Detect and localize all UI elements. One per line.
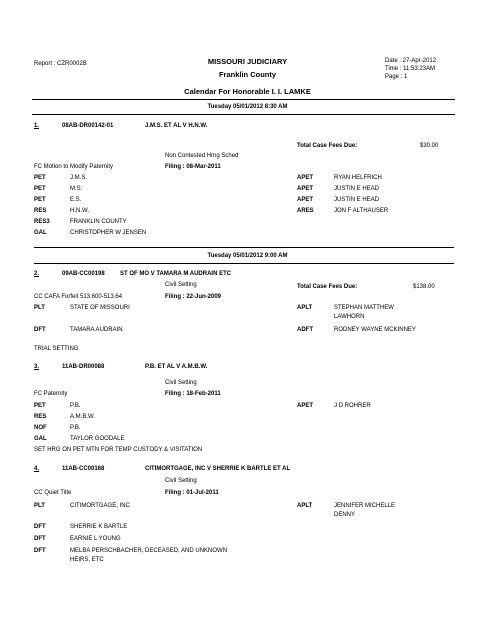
case-type: FC Motion to Modify Paternity <box>34 164 114 170</box>
attorney-role: APET <box>297 197 314 203</box>
setting-type: Civil Setting <box>165 478 197 484</box>
party-role: DFT <box>34 548 46 554</box>
case-style: P.B. ET AL V A.M.B.W. <box>145 364 208 370</box>
divider <box>32 114 455 115</box>
party-name: A.M.B.W. <box>70 414 96 420</box>
case-type: FC Paternity <box>34 391 68 397</box>
filing-date: Filing : 18-Feb-2011 <box>165 391 221 397</box>
report-time: Time : 11:53:23AM <box>385 66 436 72</box>
party-name: MELBA PERSCHBACHER, DECEASED, AND UNKNOWN <box>70 548 228 554</box>
fees-label: Total Case Fees Due: <box>297 143 358 149</box>
party-name: E.S. <box>70 197 82 203</box>
attorney-role: ARES <box>297 208 314 214</box>
attorney-name: STEPHAN MATTHEW <box>334 305 394 311</box>
attorney-role: APET <box>297 186 314 192</box>
party-name: STATE OF MISSOURI <box>70 305 130 311</box>
divider <box>34 263 454 264</box>
party-role: GAL <box>34 436 47 442</box>
party-role: PLT <box>34 305 45 311</box>
party-name: P.B. <box>70 425 81 431</box>
county-name: Franklin County <box>218 70 277 79</box>
divider <box>34 247 454 248</box>
case-note: TRIAL SETTING <box>34 346 79 352</box>
party-name: J.M.S. <box>70 175 88 181</box>
party-name: SHERRIE K BARTLE <box>70 524 128 530</box>
filing-date: Filing : 01-Jul-2011 <box>165 490 219 496</box>
party-role: DFT <box>34 524 46 530</box>
report-date: Date : 27-Apr-2012 <box>385 58 437 64</box>
party-name: P.B. <box>70 403 81 409</box>
attorney-name: JENNIFER MICHELLE <box>334 503 396 509</box>
party-role: GAL <box>34 230 47 236</box>
session-heading: Tuesday 05/01/2012 9:00 AM <box>207 253 288 259</box>
party-name: EARNIE L YOUNG <box>70 536 121 542</box>
party-role: PET <box>34 186 46 192</box>
case-number[interactable]: 08AB-DR00142-01 <box>62 123 114 129</box>
attorney-name: RODNEY WAYNE MCKINNEY <box>334 327 416 333</box>
case-number[interactable]: 11AB-CC00168 <box>62 466 105 472</box>
attorney-name: JON F ALTHAUSER <box>334 208 389 214</box>
setting-type: Civil Setting <box>165 282 197 288</box>
party-name: CITIMORTGAGE, INC <box>70 503 130 509</box>
party-name: M.S. <box>70 186 83 192</box>
fees-amount: $30.00 <box>420 143 439 149</box>
attorney-role: APLT <box>297 305 313 311</box>
case-type: CC Quiet Title <box>34 490 72 496</box>
filing-date: Filing : 22-Jun-2009 <box>165 294 222 300</box>
case-number[interactable]: 11AB-DR00088 <box>62 364 105 370</box>
session-heading: Tuesday 05/01/2012 8:30 AM <box>207 104 288 110</box>
attorney-name-continued: DENNY <box>334 512 356 518</box>
attorney-name: JUSTIN E HEAD <box>334 197 380 203</box>
party-role: PET <box>34 175 46 181</box>
setting-type: Non Contested Hrng Sched <box>165 153 239 159</box>
attorney-name: RYAN HELFRICH <box>334 175 382 181</box>
attorney-name: JUSTIN E HEAD <box>334 186 380 192</box>
divider <box>32 99 455 100</box>
attorney-name: J D ROHRER <box>334 403 371 409</box>
party-name: FRANKLIN COUNTY <box>70 219 127 225</box>
report-id: Report : CZR0002B <box>34 61 87 67</box>
party-name: H.N.W. <box>70 208 89 214</box>
fees-label: Total Case Fees Due: <box>297 284 358 290</box>
party-role: PET <box>34 197 46 203</box>
page-number: Page : 1 <box>385 74 408 80</box>
party-role: RES3 <box>34 219 50 225</box>
case-style: J.M.S. ET AL V H.N.W. <box>145 123 208 129</box>
page-title: MISSOURI JUDICIARY <box>207 57 288 66</box>
case-number-index: 4. <box>34 466 40 472</box>
case-number-index: 2. <box>34 271 40 277</box>
setting-type: Civil Setting <box>165 380 197 386</box>
filing-date: Filing : 08-Mar-2011 <box>165 164 221 170</box>
calendar-title: Calendar For Honorable I. I. LAMKE <box>184 87 311 96</box>
case-style: CITIMORTGAGE, INC V SHERRIE K BARTLE ET AL <box>145 466 291 472</box>
attorney-role: ADFT <box>297 327 313 333</box>
party-role: RES <box>34 414 47 420</box>
party-role: PET <box>34 403 46 409</box>
party-role: DFT <box>34 327 46 333</box>
attorney-role: APET <box>297 403 314 409</box>
case-number-index: 1. <box>34 123 40 129</box>
case-type: CC CAFA Forfeit 513.600-513.64 <box>34 294 123 300</box>
attorney-role: APET <box>297 175 314 181</box>
party-name-continued: HEIRS, ETC <box>70 557 104 563</box>
attorney-role: APLT <box>297 503 313 509</box>
party-role: DFT <box>34 536 46 542</box>
fees-amount: $138.00 <box>413 284 435 290</box>
party-name: CHRISTOPHER W JENSEN <box>70 230 147 236</box>
case-style: ST OF MO V TAMARA M AUDRAIN ETC <box>120 271 232 277</box>
party-name: TAYLOR GOODALE <box>70 436 125 442</box>
case-number-index: 3. <box>34 364 40 370</box>
party-role: PLT <box>34 503 45 509</box>
party-name: TAMARA AUDRAIN <box>70 327 123 333</box>
party-role: RES <box>34 208 47 214</box>
case-note: SET HRG ON PET MTN FOR TEMP CUSTODY & VISITATION <box>34 447 203 453</box>
attorney-name-continued: LAWHORN <box>334 314 365 320</box>
party-role: NOF <box>34 425 47 431</box>
case-number[interactable]: 09AB-CC00198 <box>62 271 105 277</box>
